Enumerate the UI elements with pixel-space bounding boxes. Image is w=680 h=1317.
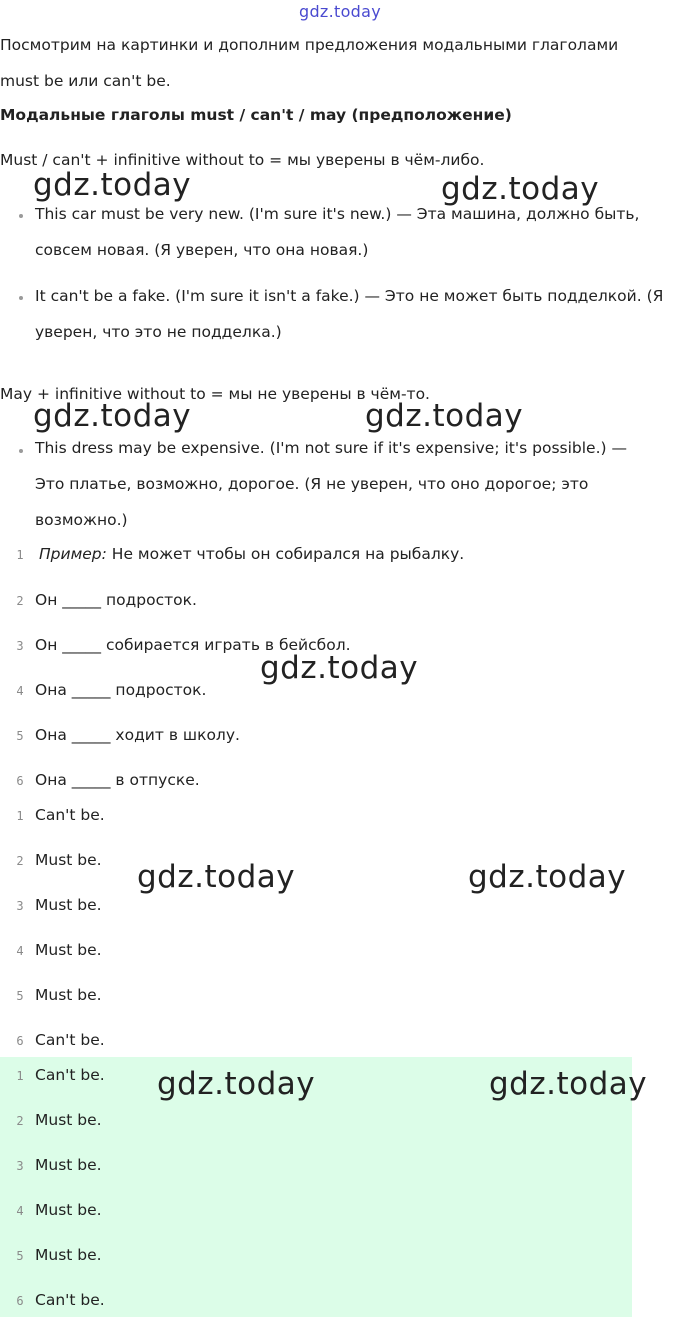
section-title: Модальные глаголы must / can't / may (предположение) (0, 106, 512, 124)
example-fake-line-1: It can't be a fake. (I'm sure it isn't a fake.) — Это не может быть подделкой. (Я (35, 287, 664, 305)
list-number: 6 (16, 774, 24, 788)
list-number: 5 (16, 729, 24, 743)
exercise-item: Она _____ подросток. (35, 681, 207, 699)
example-dress-line-2: Это платье, возможно, дорогое. (Я не уверен, что оно дорогое; это (35, 475, 589, 493)
list-number: 5 (16, 989, 24, 1003)
example-dress-line-1: This dress may be expensive. (I'm not sure if it's expensive; it's possible.) — (35, 439, 627, 457)
example-car-line-1: This car must be very new. (I'm sure it's new.) — Эта машина, должно быть, (35, 205, 640, 223)
example-label: Пример: (39, 545, 107, 563)
example-dress-line-3: возможно.) (35, 511, 128, 529)
exercise-item: Он _____ собирается играть в бейсбол. (35, 636, 351, 654)
bullet-dot (19, 214, 23, 218)
exercise-item: Он _____ подросток. (35, 591, 197, 609)
list-number: 4 (16, 684, 24, 698)
watermark: gdz.today (489, 1066, 648, 1102)
example-car-line-2: совсем новая. (Я уверен, что она новая.) (35, 241, 369, 259)
highlighted-answer-item: Must be. (35, 1111, 102, 1129)
watermark: gdz.today (33, 398, 192, 434)
rule-may: May + infinitive without to = мы не уверены в чём-то. (0, 385, 430, 403)
list-number: 1 (16, 1069, 24, 1083)
watermark: gdz.today (33, 167, 192, 203)
answer-item: Can't be. (35, 806, 105, 824)
exercise-item (39, 545, 464, 563)
watermark: gdz.today (441, 171, 600, 207)
exercise-item: Она _____ в отпуске. (35, 771, 200, 789)
list-number: 5 (16, 1249, 24, 1263)
site-header-link[interactable]: gdz.today (299, 2, 381, 21)
highlighted-answer-item: Can't be. (35, 1066, 105, 1084)
watermark: gdz.today (137, 859, 296, 895)
intro-line-1: Посмотрим на картинки и дополним предложения модальными глаголами (0, 36, 619, 54)
answer-item: Must be. (35, 851, 102, 869)
bullet-dot (19, 449, 23, 453)
watermark: gdz.today (365, 398, 524, 434)
exercise-text: Не может чтобы он собирался на рыбалку. (106, 545, 465, 563)
highlighted-answer-item: Must be. (35, 1156, 102, 1174)
list-number: 2 (16, 854, 24, 868)
answer-item: Can't be. (35, 1031, 105, 1049)
answer-item: Must be. (35, 941, 102, 959)
list-number: 3 (16, 1159, 24, 1173)
highlighted-answer-item: Must be. (35, 1201, 102, 1219)
list-number: 6 (16, 1034, 24, 1048)
list-number: 1 (16, 548, 24, 562)
list-number: 2 (16, 594, 24, 608)
highlighted-answer-item: Can't be. (35, 1291, 105, 1309)
answer-item: Must be. (35, 896, 102, 914)
example-fake-line-2: уверен, что это не подделка.) (35, 323, 282, 341)
answer-item: Must be. (35, 986, 102, 1004)
list-number: 3 (16, 899, 24, 913)
highlighted-answer-item: Must be. (35, 1246, 102, 1264)
list-number: 6 (16, 1294, 24, 1308)
rule-must-cant: Must / can't + infinitive without to = мы уверены в чём-либо. (0, 151, 485, 169)
list-number: 4 (16, 944, 24, 958)
list-number: 3 (16, 639, 24, 653)
list-number: 1 (16, 809, 24, 823)
list-number: 4 (16, 1204, 24, 1218)
intro-line-2: must be или can't be. (0, 72, 171, 90)
watermark: gdz.today (468, 859, 627, 895)
list-number: 2 (16, 1114, 24, 1128)
bullet-dot (19, 296, 23, 300)
exercise-item: Она _____ ходит в школу. (35, 726, 240, 744)
watermark: gdz.today (157, 1066, 316, 1102)
watermark: gdz.today (260, 650, 419, 686)
